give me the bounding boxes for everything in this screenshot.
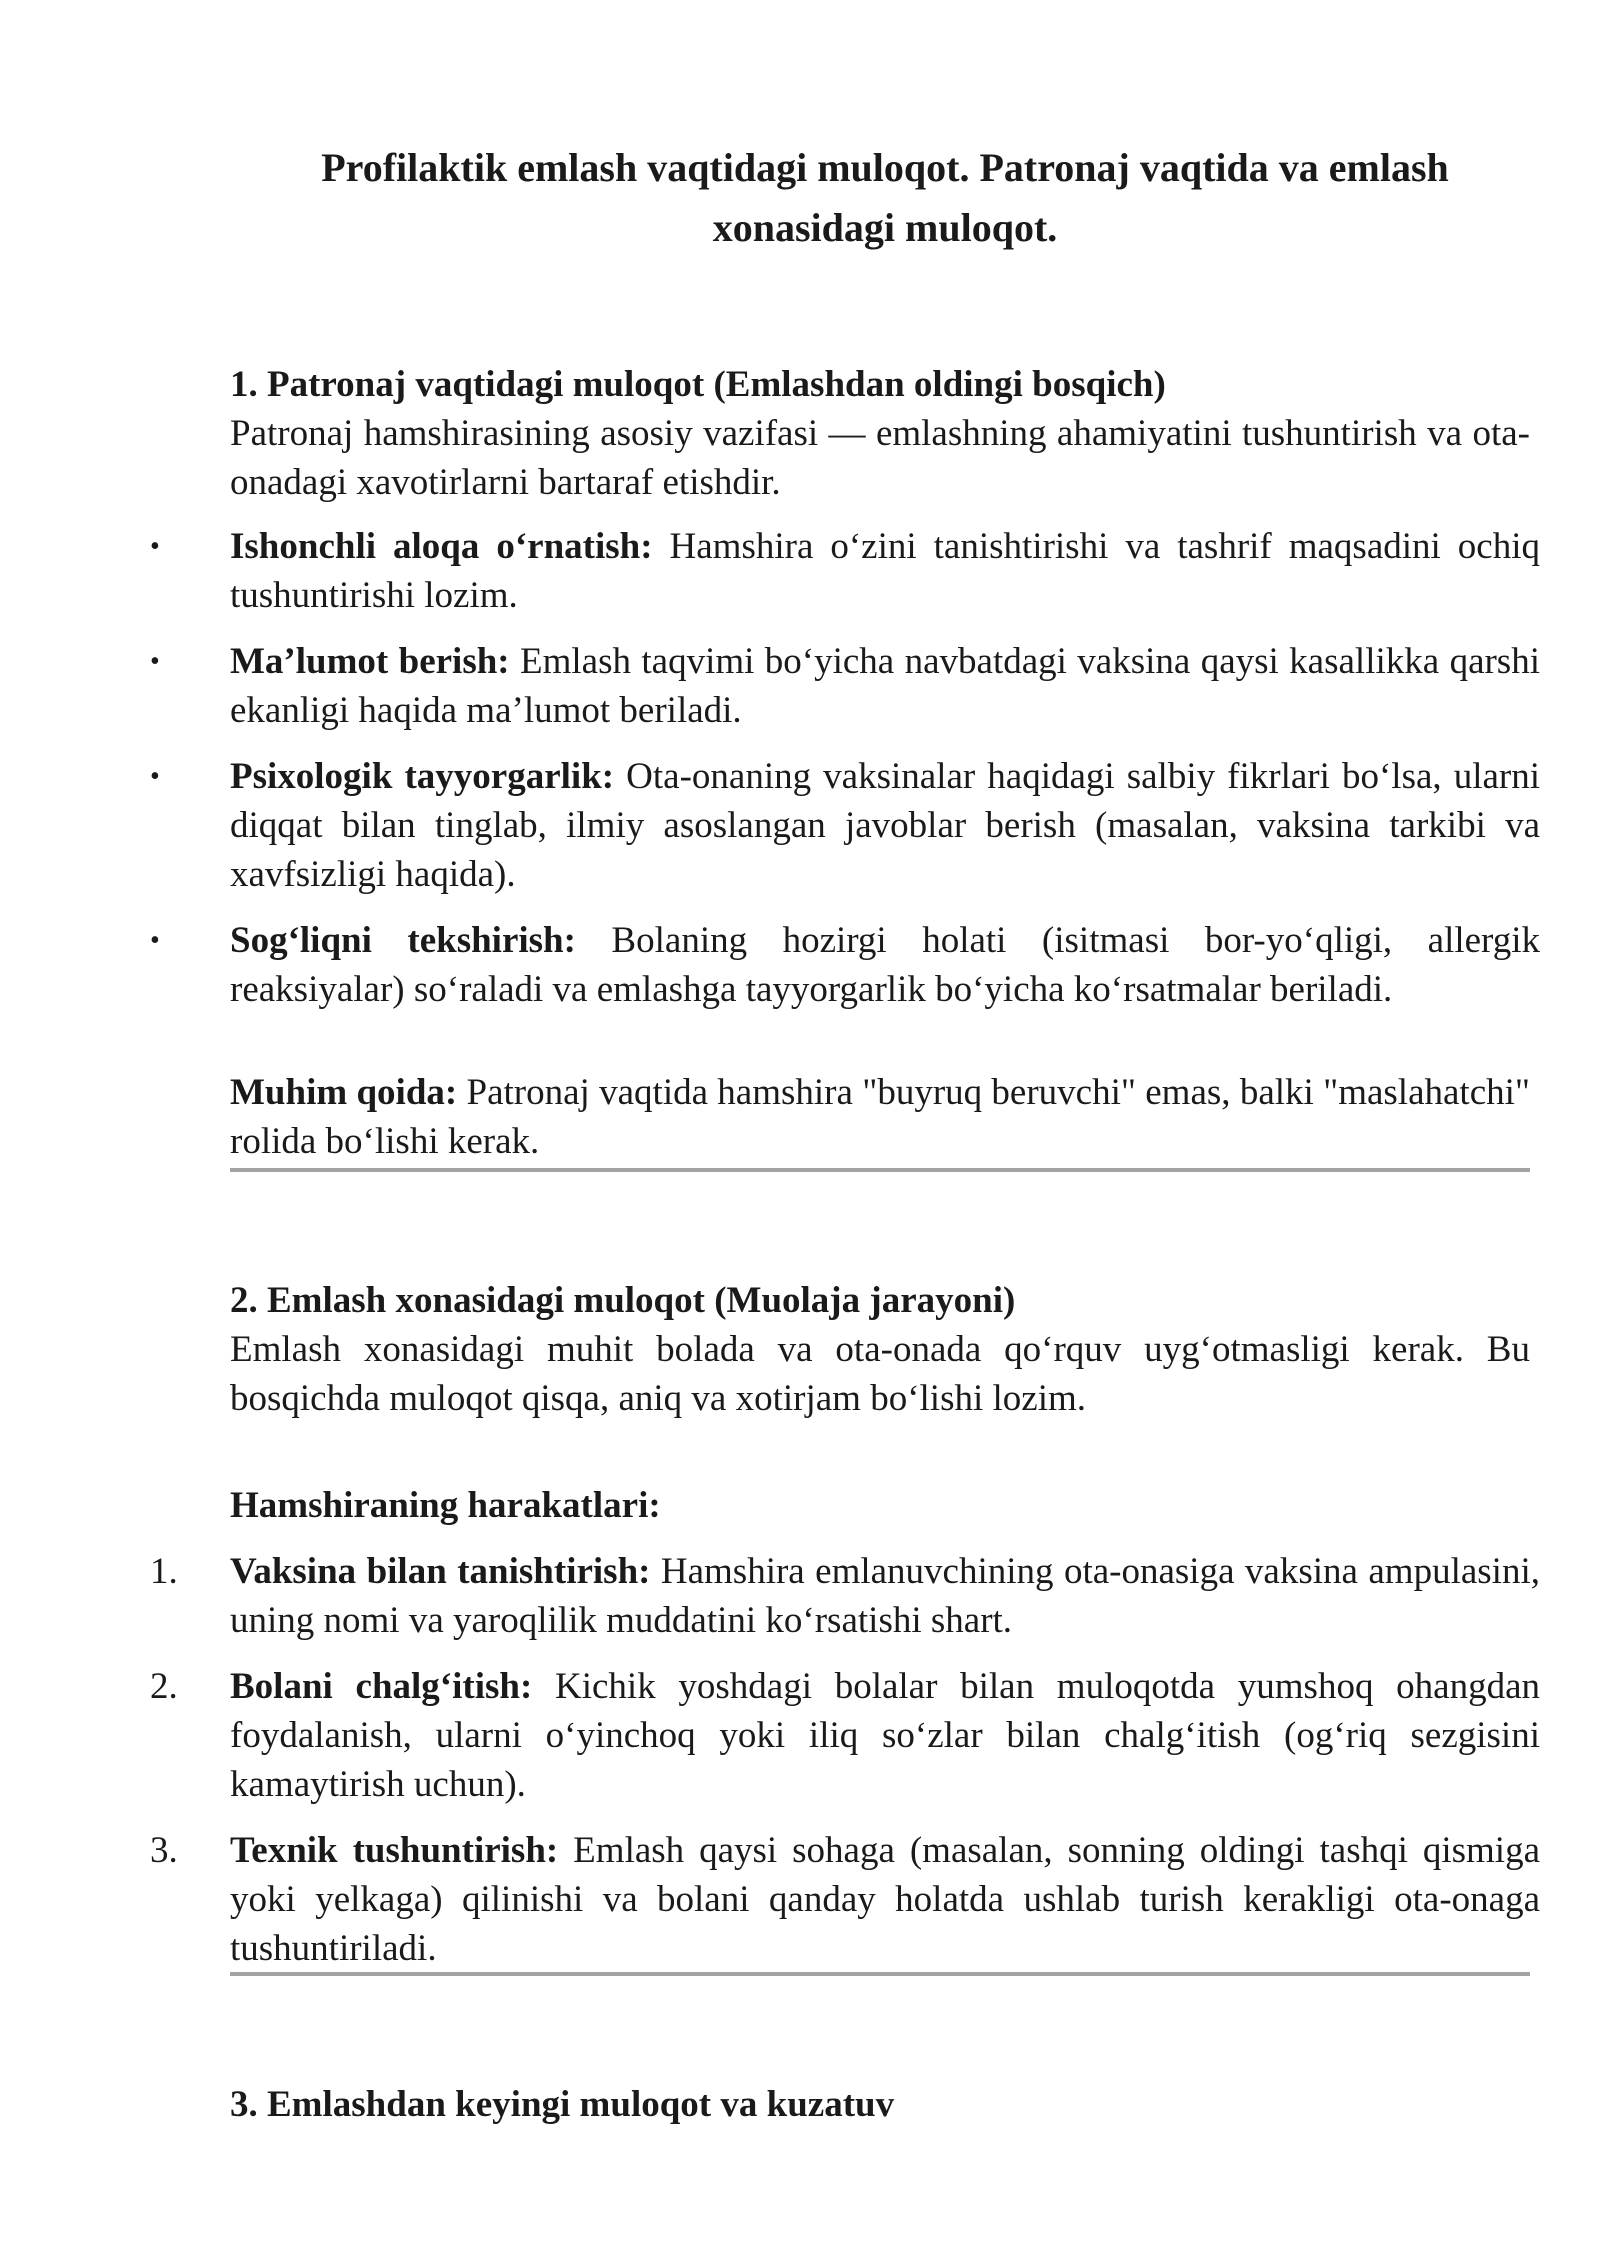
section-2-heading: 2. Emlash xonasidagi muloqot (Muolaja jarayoni)	[230, 1280, 1016, 1321]
item-label: Psixologik tayyorgarlik:	[230, 756, 615, 797]
item-text: Hamshira o‘zini tanishtirishi va tashrif maqsadini ochiq tushuntirishi lozim.	[230, 526, 1540, 616]
section-2-divider	[230, 1972, 1530, 1976]
bullet-marker: •	[150, 925, 160, 956]
bullet-marker: •	[150, 531, 160, 562]
title-line-1: Profilaktik emlash vaqtidagi muloqot. Patronaj vaqtida va emlash	[321, 145, 1449, 190]
item-label: Texnik tushuntirish:	[230, 1830, 559, 1871]
section-1-divider	[230, 1168, 1530, 1172]
item-label: Bolani chalg‘itish:	[230, 1666, 533, 1707]
list-item	[150, 637, 1540, 735]
item-text: Emlash taqvimi bo‘yicha navbatdagi vaksina qaysi kasallikka qarshi ekanligi haqida ma’lumot beriladi.	[230, 641, 1540, 731]
bullet-marker: •	[150, 761, 160, 792]
item-label: Sog‘liqni tekshirish:	[230, 920, 576, 961]
important-rule	[230, 1068, 1530, 1166]
item-text: Kichik yoshdagi bolalar bilan muloqotda yumshoq ohangdan foydalanish, ularni o‘yinchoq yoki iliq so‘zlar bilan chalg‘itish (og‘riq sezgisini kamaytirish uchun).	[230, 1666, 1540, 1805]
section-2-subheading: Hamshiraning harakatlari:	[230, 1485, 661, 1526]
list-item	[150, 1662, 1540, 1809]
list-item	[150, 522, 1540, 620]
item-label: Ma’lumot berish:	[230, 641, 510, 682]
item-text: Bolaning hozirgi holati (isitmasi bor-yo‘qligi, allergik reaksiyalar) so‘raladi va emlashga tayyorgarlik bo‘yicha ko‘rsatmalar beriladi.	[230, 920, 1540, 1010]
list-item	[150, 752, 1540, 899]
item-text: Ota-onaning vaksinalar haqidagi salbiy fikrlari bo‘lsa, ularni diqqat bilan tinglab, ilmiy asoslangan javoblar berish (masalan, vaksina tarkibi va xavfsizligi haqida).	[230, 756, 1540, 895]
section-3-heading: 3. Emlashdan keyingi muloqot va kuzatuv	[230, 2084, 895, 2125]
item-text: Hamshira emlanuvchining ota-onasiga vaksina ampulasini, uning nomi va yaroqlilik muddatini ko‘rsatishi shart.	[230, 1551, 1540, 1641]
item-number: 3.	[150, 1830, 178, 1871]
section-2-numbered-list	[150, 1547, 1540, 1973]
item-label: Vaksina bilan tanishtirish:	[230, 1551, 651, 1592]
rule-text: Patronaj vaqtida hamshira "buyruq beruvchi" emas, balki "maslahatchi" rolida bo‘lishi kerak.	[230, 1072, 1531, 1162]
item-number: 2.	[150, 1666, 178, 1707]
section-1-intro: Patronaj hamshirasining asosiy vazifasi — emlashning ahamiyatini tushuntirish va ota-onadagi xavotirlarni bartaraf etishdir.	[230, 413, 1530, 503]
list-item	[150, 1826, 1540, 1973]
list-item	[150, 916, 1540, 1014]
bullet-marker: •	[150, 646, 160, 677]
item-text: Emlash qaysi sohaga (masalan, sonning oldingi tashqi qismiga yoki yelkaga) qilinishi va bolani qanday holatda ushlab turish kerakligi ota-onaga tushuntiriladi.	[230, 1830, 1541, 1969]
item-label: Ishonchli aloqa o‘rnatish:	[230, 526, 653, 567]
list-item	[150, 1547, 1540, 1645]
item-number: 1.	[150, 1551, 178, 1592]
section-1-bullet-list	[150, 522, 1540, 1014]
title-line-2: xonasidagi muloqot.	[712, 205, 1058, 250]
section-1-heading: 1. Patronaj vaqtidagi muloqot (Emlashdan oldingi bosqich)	[230, 364, 1166, 405]
section-2-intro: Emlash xonasidagi muhit bolada va ota-onada qo‘rquv uyg‘otmasligi kerak. Bu bosqichda muloqot qisqa, aniq va xotirjam bo‘lishi lozim.	[230, 1329, 1530, 1419]
rule-label: Muhim qoida:	[230, 1072, 458, 1113]
document-title	[230, 138, 1540, 258]
